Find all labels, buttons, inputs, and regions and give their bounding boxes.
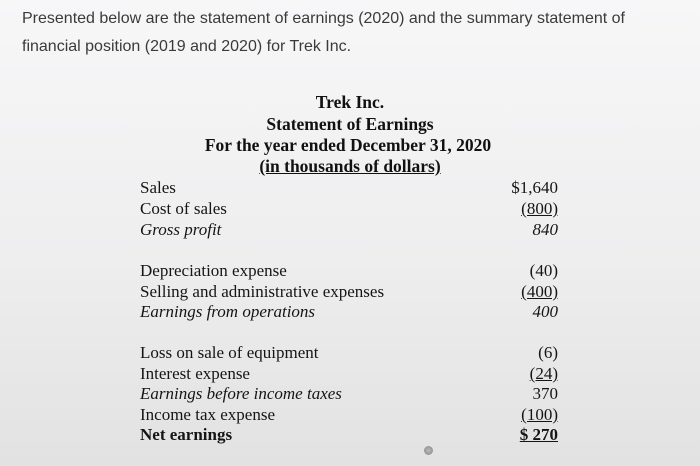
intro-paragraph: Presented below are the statement of earnings (2020) and the summary statement of financial position (2019 and 2020) for Trek Inc. (22, 10, 625, 55)
line-label-depreciation: Depreciation expense (140, 261, 287, 280)
line-label-earnings-from-operations: Earnings from operations (140, 302, 316, 321)
line-amount-interest-expense: (24) (529, 364, 558, 383)
line-label-selling-admin: Selling and administrative expenses (140, 282, 385, 301)
line-amount-income-tax: (100) (521, 405, 558, 424)
line-amount-selling-admin: (400) (521, 282, 558, 301)
line-label-gross-profit: Gross profit (140, 220, 222, 239)
line-amount-sales: $1,640 (511, 178, 558, 197)
line-amount-loss-on-sale: (6) (538, 343, 558, 362)
line-label-interest-expense: Interest expense (140, 364, 250, 383)
line-amount-earnings-before-taxes: 370 (532, 384, 558, 403)
line-label-loss-on-sale: Loss on sale of equipment (140, 343, 319, 362)
statement-units: (in thousands of dollars) (259, 156, 441, 176)
line-label-sales: Sales (140, 178, 176, 197)
line-label-income-tax: Income tax expense (140, 405, 275, 424)
line-amount-depreciation: (40) (529, 261, 558, 280)
statement-title: Statement of Earnings (266, 114, 434, 134)
line-label-cost-of-sales: Cost of sales (140, 199, 227, 218)
statement-period: For the year ended December 31, 2020 (204, 135, 492, 155)
line-label-net-earnings: Net earnings (140, 425, 233, 444)
line-label-earnings-before-taxes: Earnings before income taxes (140, 384, 342, 403)
line-amount-earnings-from-operations: 400 (532, 302, 558, 321)
company-name: Trek Inc. (315, 92, 385, 112)
line-amount-gross-profit: 840 (532, 220, 558, 239)
line-amount-net-earnings: $ 270 (519, 425, 558, 444)
line-amount-cost-of-sales: (800) (521, 199, 558, 218)
paper-speck (424, 446, 433, 455)
